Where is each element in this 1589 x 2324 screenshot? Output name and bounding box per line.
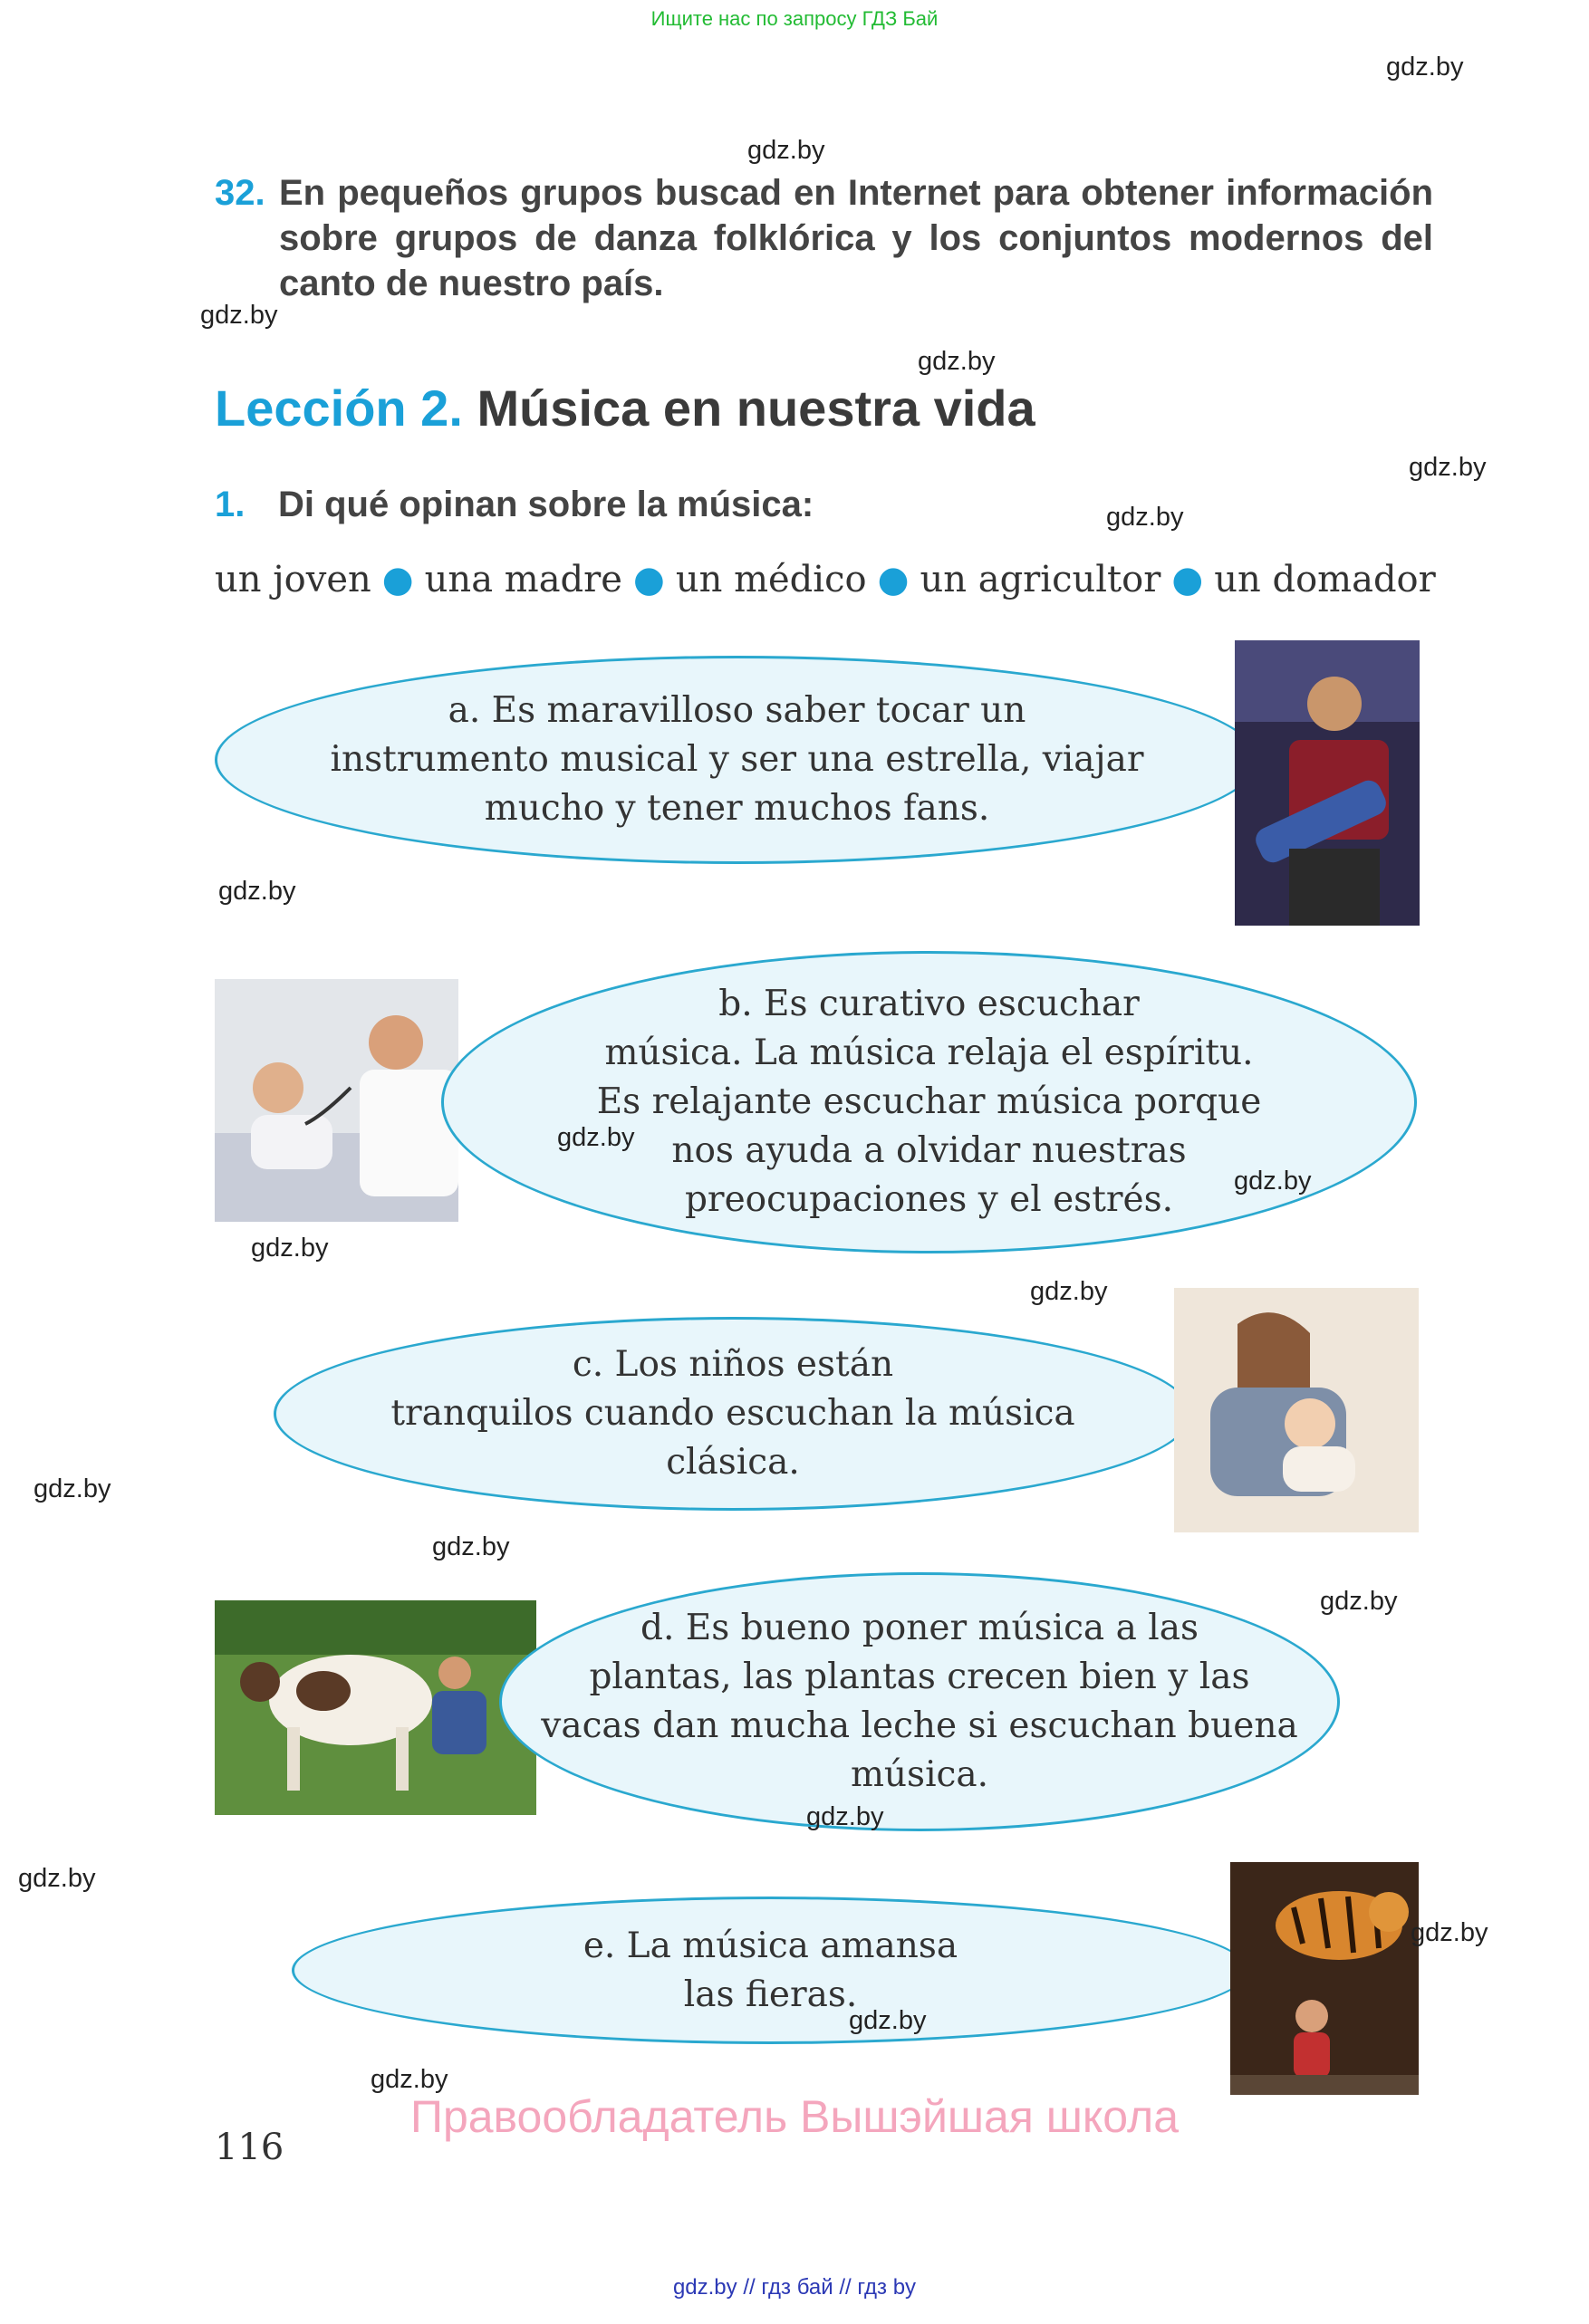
- exercise-number: 32.: [215, 173, 265, 213]
- exercise-32: [215, 170, 1433, 306]
- page-number: 116: [215, 2127, 284, 2168]
- watermark: gdz.by: [849, 2006, 927, 2035]
- watermark: gdz.by: [1409, 453, 1487, 482]
- bubble-line: preocupaciones y el estrés.: [684, 1179, 1173, 1220]
- bubble-line: instrumento musical y ser una estrella, viajar: [330, 739, 1144, 780]
- bubble-line: nos ayuda a olvidar nuestras: [671, 1130, 1187, 1171]
- bubble-line: c. Los niños están: [572, 1344, 894, 1385]
- watermark: gdz.by: [18, 1864, 96, 1893]
- guitarist-image: [1235, 640, 1420, 926]
- bubble-line: plantas, las plantas crecen bien y las: [589, 1657, 1250, 1697]
- exercise-1: [215, 485, 814, 525]
- farmer-photo: [215, 1600, 536, 1815]
- watermark: gdz.by: [918, 347, 996, 376]
- watermark: gdz.by: [1106, 503, 1184, 532]
- bubble-line: d. Es bueno poner música a las: [640, 1608, 1199, 1648]
- bubble-line: Es relajante escuchar música porque: [596, 1081, 1262, 1122]
- bubble-line: las fieras.: [683, 1973, 858, 2015]
- watermark: gdz.by: [557, 1123, 635, 1152]
- bubble-line: vacas dan mucha leche si escuchan buena: [541, 1705, 1298, 1746]
- people-list: [215, 559, 1436, 600]
- person-item: un médico: [675, 559, 867, 600]
- lesson-number: Lección 2.: [215, 379, 463, 437]
- copyright-notice: Правообладатель Вышэйшая школа: [410, 2091, 1179, 2142]
- person-item: un joven: [215, 559, 371, 600]
- person-item: una madre: [424, 559, 622, 600]
- tiger-photo: [1230, 1862, 1419, 2095]
- footer-separator: //: [743, 2275, 756, 2300]
- bubble-line: clásica.: [666, 1442, 800, 1483]
- watermark: gdz.by: [371, 2065, 448, 2094]
- footer-link[interactable]: gdz.by: [672, 2275, 737, 2300]
- bubble-line: música. La música relaja el espíritu.: [604, 1032, 1254, 1073]
- farmer-image: [215, 1600, 536, 1815]
- guitarist-photo: [1235, 640, 1420, 926]
- lesson-heading: [215, 379, 1035, 437]
- doctor-image: [215, 979, 458, 1222]
- bullet-icon: ●: [632, 559, 665, 600]
- top-banner[interactable]: Ищите нас по запросу ГДЗ Бай: [650, 7, 939, 30]
- watermark: gdz.by: [218, 877, 296, 906]
- bubble-line: música.: [850, 1754, 989, 1795]
- footer-separator: //: [839, 2275, 852, 2300]
- speech-bubble-b: [441, 951, 1417, 1253]
- exercise-instruction: Di qué opinan sobre la música:: [278, 485, 814, 524]
- exercise-number: 1.: [215, 485, 246, 524]
- watermark: gdz.by: [806, 1802, 884, 1831]
- bubble-line: b. Es curativo escuchar: [718, 984, 1140, 1024]
- tiger-image: [1230, 1862, 1419, 2095]
- lesson-title: Música en nuestra vida: [477, 379, 1035, 437]
- speech-bubble-e: [292, 1897, 1249, 2044]
- mother-image: [1174, 1288, 1419, 1532]
- footer-link[interactable]: гдз by: [857, 2275, 917, 2300]
- watermark: gdz.by: [34, 1474, 111, 1503]
- bullet-icon: ●: [381, 559, 414, 600]
- watermark: gdz.by: [200, 301, 278, 330]
- watermark: gdz.by: [1411, 1918, 1488, 1947]
- footer-link[interactable]: гдз бай: [761, 2275, 833, 2300]
- bubble-line: mucho y tener muchos fans.: [484, 788, 990, 829]
- watermark: gdz.by: [1320, 1587, 1398, 1616]
- watermark: gdz.by: [747, 136, 825, 165]
- watermark: gdz.by: [1030, 1277, 1108, 1306]
- mother-photo: [1174, 1288, 1419, 1532]
- person-item: un domador: [1214, 559, 1436, 600]
- footer-links: [0, 2275, 1589, 2300]
- bullet-icon: ●: [877, 559, 910, 600]
- exercise-text: En pequeños grupos buscad en Internet para obtener información sobre grupos de danza folklórica y los conjuntos modernos del canto de nuestro país.: [279, 173, 1433, 303]
- bubble-line: tranquilos cuando escuchan la música: [390, 1393, 1075, 1434]
- person-item: un agricultor: [920, 559, 1161, 600]
- watermark: gdz.by: [251, 1234, 329, 1263]
- watermark: gdz.by: [1234, 1167, 1312, 1196]
- speech-bubble-d: [499, 1572, 1340, 1831]
- bubble-line: e. La música amansa: [583, 1925, 958, 1966]
- bullet-icon: ●: [1171, 559, 1204, 600]
- watermark: gdz.by: [1386, 53, 1464, 82]
- speech-bubble-c: [274, 1317, 1192, 1511]
- bubble-line: a. Es maravilloso saber tocar un: [448, 690, 1026, 731]
- speech-bubble-a: [215, 656, 1259, 864]
- watermark: gdz.by: [432, 1532, 510, 1561]
- doctor-photo: [215, 979, 458, 1222]
